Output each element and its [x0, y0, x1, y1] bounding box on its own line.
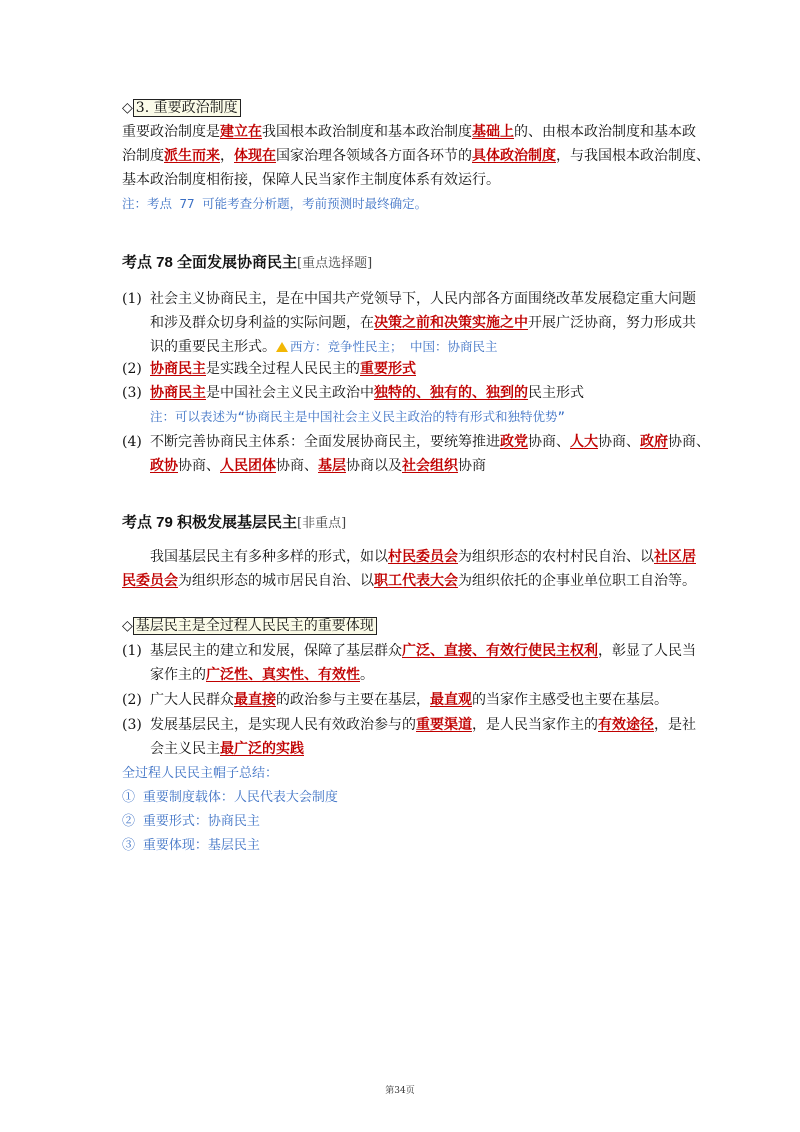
text: 是中国社会主义民主政治中: [206, 385, 374, 401]
text: 社会主义协商民主，是在中国共产党领导下，人民内部各方面围绕改革发展稳定重大问题: [150, 291, 696, 307]
section-3-line-1: [122, 120, 696, 144]
note: 西方：竞争性民主； 中国：协商民主: [290, 339, 498, 354]
diamond-bullet: ◇: [122, 100, 133, 116]
item-number: (1): [122, 291, 142, 307]
section-3: [122, 96, 710, 216]
k78-heading: [122, 251, 372, 276]
keyword: 最直观: [430, 692, 472, 708]
keyword: 社会组织: [402, 458, 458, 474]
text: 我国基层民主有多种多样的形式，如以: [150, 549, 388, 565]
summary-item: ② 重要形式：协商民主: [122, 814, 260, 829]
text: 不断完善协商民主体系：全面发展协商民主，要统筹推进: [150, 434, 500, 450]
k78-item-1-line-2: [150, 311, 696, 335]
k78-item-3-note: 注：可以表述为“协商民主是中国社会主义民主政治的特有形式和独特优势”: [150, 409, 566, 424]
section-3-note: 注：考点 77 可能考查分析题，考前预测时最终确定。: [122, 196, 428, 211]
warning-triangle-icon: [276, 342, 288, 352]
k79-item-3: [122, 713, 696, 761]
summary: [122, 762, 682, 858]
keyword: 体现在: [234, 148, 276, 164]
summary-item: ③ 重要体现：基层民主: [122, 838, 260, 853]
k79-item-1: [122, 639, 696, 687]
keyword: 广泛、直接、有效行使民主权利: [402, 643, 598, 659]
keyword: 政协: [150, 458, 178, 474]
keyword: 广泛性、真实性、有效性: [206, 667, 360, 683]
k79-tag: [非重点]: [297, 516, 347, 531]
k78-item-2: [122, 357, 682, 381]
text: ，是社: [654, 717, 696, 733]
text: 的政治参与主要在基层，: [276, 692, 430, 708]
text: ，与我国根本政治制度、: [556, 148, 710, 164]
item-number: (3): [122, 385, 142, 401]
text: 协商: [458, 458, 486, 474]
text: 为组织形态的农村村民自治、以: [458, 549, 654, 565]
keyword: 社区居: [654, 549, 696, 565]
keyword: 具体政治制度: [472, 148, 556, 164]
text: 发展基层民主，是实现人民有效政治参与的: [150, 717, 416, 733]
summary-item: ① 重要制度载体：人民代表大会制度: [122, 790, 338, 805]
keyword: 政府: [640, 434, 668, 450]
item-number: (1): [122, 643, 142, 659]
keyword: 重要渠道: [416, 717, 472, 733]
page-number: 第34页: [385, 1086, 415, 1096]
keyword: 决策之前和决策实施之中: [374, 315, 528, 331]
keyword: 协商民主: [150, 361, 206, 377]
section-3-line-3: 基本政治制度相衔接，保障人民当家作主制度体系有效运行。: [122, 172, 500, 188]
k78-item-4: [122, 430, 710, 478]
k78-item-1-line-3: [150, 335, 682, 359]
k79-box-title: 基层民主是全过程人民民主的重要体现: [133, 617, 377, 635]
k78-title: 考点 78 全面发展协商民主: [122, 254, 298, 271]
keyword: 派生而来: [164, 148, 220, 164]
text: 的、由根本政治制度和基本政: [514, 124, 696, 140]
text: 为组织形态的城市居民自治、以: [178, 573, 374, 589]
k78-item-3: [122, 381, 682, 429]
text: 家作主的: [150, 667, 206, 683]
keyword: 建立在: [220, 124, 262, 140]
k78-item-1: [122, 287, 696, 359]
section-3-title: 3. 重要政治制度: [133, 99, 241, 117]
section-3-line-2: [122, 144, 710, 168]
text: 为组织依托的企事业单位职工自治等。: [458, 573, 696, 589]
keyword: 有效途径: [598, 717, 654, 733]
text: 广大人民群众: [150, 692, 234, 708]
text: 和涉及群众切身利益的实际问题，在: [150, 315, 374, 331]
text: 协商、: [668, 434, 710, 450]
text: 基层民主的建立和发展，保障了基层群众: [150, 643, 402, 659]
text: 协商以及: [346, 458, 402, 474]
keyword: 政党: [500, 434, 528, 450]
k79-item-2: [122, 688, 682, 712]
text: 治制度: [122, 148, 164, 164]
text: 。: [360, 667, 374, 683]
keyword: 协商民主: [150, 385, 206, 401]
k79-box-heading: [122, 614, 682, 638]
item-number: (2): [122, 692, 142, 708]
text: ，是人民当家作主的: [472, 717, 598, 733]
text: 是实践全过程人民民主的: [206, 361, 360, 377]
keyword: 最直接: [234, 692, 276, 708]
summary-title: 全过程人民民主帽子总结：: [122, 766, 279, 781]
k78-tag: [重点选择题]: [297, 256, 373, 271]
keyword: 职工代表大会: [374, 573, 458, 589]
text: 开展广泛协商，努力形成共: [528, 315, 696, 331]
diamond-bullet: ◇: [122, 618, 133, 634]
item-number: (2): [122, 361, 142, 377]
keyword: 基层: [318, 458, 346, 474]
text: 协商、: [178, 458, 220, 474]
keyword: 基础上: [472, 124, 514, 140]
section-3-title-line: [122, 96, 682, 120]
item-number: (3): [122, 717, 142, 733]
keyword: 村民委员会: [388, 549, 458, 565]
k79-heading: [122, 511, 346, 536]
text: 协商、: [276, 458, 318, 474]
keyword: 人大: [570, 434, 598, 450]
text: 协商、: [598, 434, 640, 450]
item-number: (4): [122, 434, 142, 450]
keyword: 人民团体: [220, 458, 276, 474]
text: 重要政治制度是: [122, 124, 220, 140]
text: ，彰显了人民当: [598, 643, 696, 659]
text: 协商、: [528, 434, 570, 450]
keyword: 民委员会: [122, 573, 178, 589]
text: 我国根本政治制度和基本政治制度: [262, 124, 472, 140]
text: 会主义民主: [150, 741, 220, 757]
text: 民主形式: [528, 385, 584, 401]
text: ，: [220, 148, 234, 164]
keyword: 重要形式: [360, 361, 416, 377]
keyword: 独特的、独有的、独到的: [374, 385, 528, 401]
text: 的当家作主感受也主要在基层。: [472, 692, 668, 708]
text: 识的重要民主形式。: [150, 339, 276, 355]
k79-title: 考点 79 积极发展基层民主: [122, 514, 298, 531]
k79-paragraph: [122, 545, 696, 593]
text: 国家治理各领域各方面各环节的: [276, 148, 472, 164]
keyword: 最广泛的实践: [220, 741, 304, 757]
